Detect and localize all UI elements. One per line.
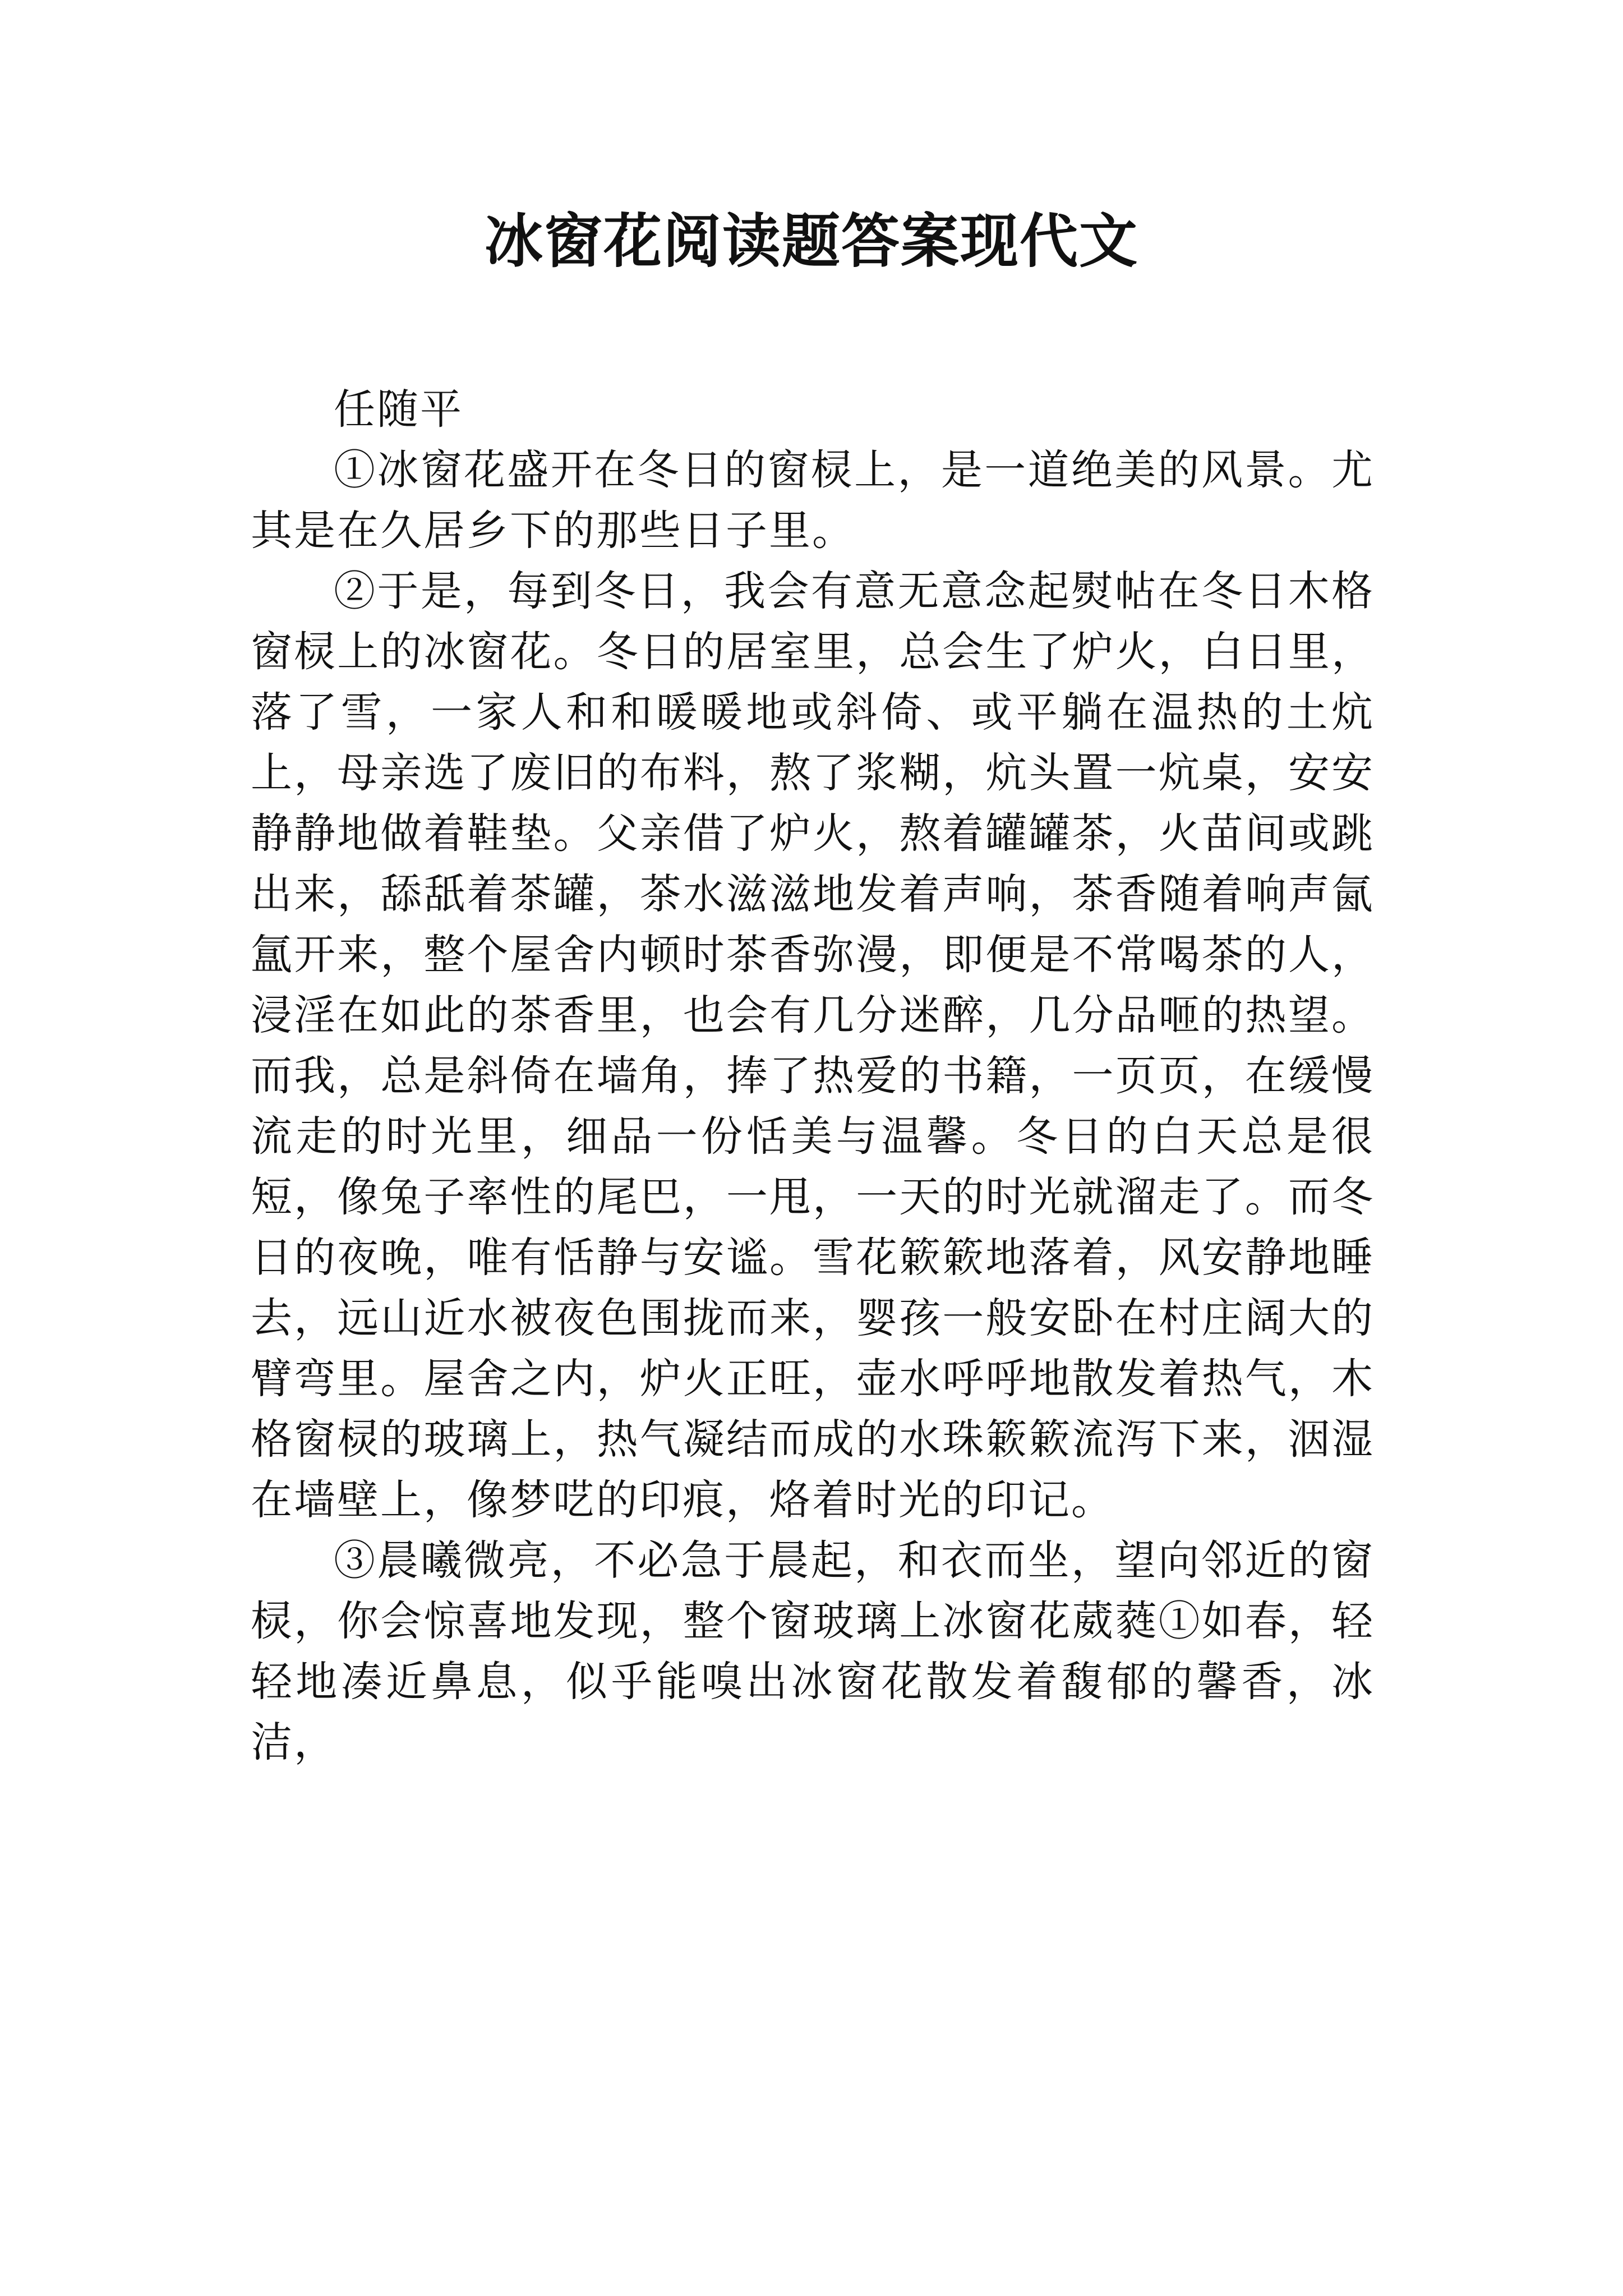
paragraph-3: ③晨曦微亮，不必急于晨起，和衣而坐，望向邻近的窗棂，你会惊喜地发现，整个窗玻璃上冰窗花葳蕤①如春，轻轻地凑近鼻息，似乎能嗅出冰窗花散发着馥郁的馨香，冰洁， (251, 1536, 1375, 1766)
document-body (251, 379, 1375, 1773)
paragraph-1: ①冰窗花盛开在冬日的窗棂上，是一道绝美的风景。尤其是在久居乡下的那些日子里。 (251, 446, 1375, 555)
paragraph-2: ②于是，每到冬日，我会有意无意念起熨帖在冬日木格窗棂上的冰窗花。冬日的居室里，总会生了炉火，白日里，落了雪，一家人和和暖暖地或斜倚、或平躺在温热的土炕上，母亲选了废旧的布料，熬了浆糊，炕头置一炕桌，安安静静地做着鞋垫。父亲借了炉火，熬着罐罐茶，火苗间或跳出来，舔舐着茶罐，茶水滋滋地发着声响，茶香随着响声氤氲开来，整个屋舍内顿时茶香弥漫，即便是不常喝茶的人，浸淫在如此的茶香里，也会有几分迷醉，几分品咂的热望。而我，总是斜倚在墙角，捧了热爱的书籍，一页页，在缓慢流走的时光里，细品一份恬美与温馨。冬日的白天总是很短，像兔子率性的尾巴，一甩，一天的时光就溜走了。而冬日的夜晚，唯有恬静与安谧。雪花簌簌地落着，风安静地睡去，远山近水被夜色围拢而来，婴孩一般安卧在村庄阔大的臂弯里。屋舍之内，炉火正旺，壶水呼呼地散发着热气，木格窗棂的玻璃上，热气凝结而成的水珠簌簌流泻下来，洇湿在墙壁上，像梦呓的印痕，烙着时光的印记。 (251, 567, 1375, 1524)
document-title: 冰窗花阅读题答案现代文 (484, 206, 1138, 275)
author-line: 任随平 (334, 385, 463, 434)
